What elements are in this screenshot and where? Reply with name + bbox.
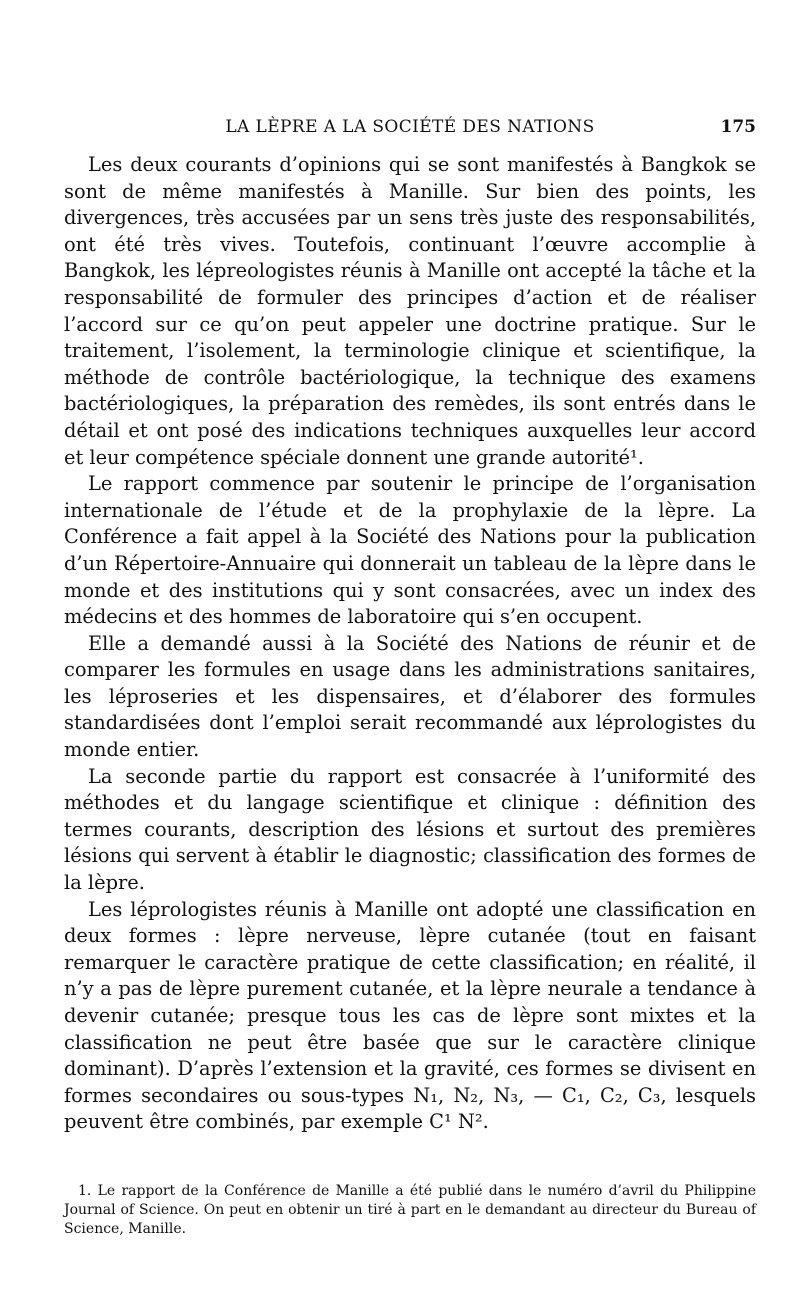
footnote-text: 1. Le rapport de la Conférence de Manille a été publié dans le numéro d’avril du Philippine Journal of Science. On peut en obtenir un tiré à part en le demandant au directeur du Bureau of Science, Manille. [64,1183,756,1237]
paragraph-5: Les léprologistes réunis à Manille ont adopté une classification en deux formes : lèpre nerveuse, lèpre cutanée (tout en faisant remarquer le caractère pratique de cette classification; en réalité, il n’y a pas de lèpre purement cutanée, et la lèpre neurale a tendance à devenir cutanée; presque tous les cas de lèpre sont mixtes et la classification ne peut être basée que sur le caractère clinique dominant). D’après l’extension et la gravité, ces formes se divisent en formes secondaires ou sous-types N₁, N₂, N₃, — C₁, C₂, C₃, lesquels peuvent être combinés, par exemple C¹ N². [64,897,756,1134]
paragraph-3: Elle a demandé aussi à la Société des Nations de réunir et de comparer les formules en usage dans les administrations sanitaires, les léproseries et les dispensaires, et d’élaborer des formules standardisées dont l’emploi serait recommandé aux léprologistes du monde entier. [64,631,756,762]
paragraph-4: La seconde partie du rapport est consacrée à l’uniformité des méthodes et du langage scientifique et clinique : définition des termes courants, description des lésions et surtout des premières lésions qui servent à établir le diagnostic; classification des formes de la lèpre. [64,764,756,895]
page-number: 175 [720,117,756,137]
footnote [64,1182,756,1239]
page-header [64,117,756,141]
paragraph-1: Les deux courants d’opinions qui se sont manifestés à Bangkok se sont de même manifestés à Manille. Sur bien des points, les divergences, très accusées par un sens très juste des responsabilités, ont été très vives. Toutefois, continuant l’œuvre accomplie à Bangkok, les lépreologistes réunis à Manille ont accepté la tâche et la responsabilité de formuler des principes d’action et de réaliser l’accord sur ce qu’on peut appeler une doctrine pratique. Sur le traitement, l’isolement, la terminologie clinique et scientifique, la méthode de contrôle bactériologique, la technique des examens bactériologiques, la préparation des remèdes, ils sont entrés dans le détail et ont posé des indications techniques auxquelles leur accord et leur compétence spéciale donnent une grande autorité¹. [64,153,756,469]
paragraph-2: Le rapport commence par soutenir le principe de l’organisation internationale de l’étude et de la prophylaxie de la lèpre. La Conférence a fait appel à la Société des Nations pour la publication d’un Répertoire-Annuaire qui donnerait un tableau de la lèpre dans le monde et des institutions qui y sont consacrées, avec un index des médecins et des hommes de laboratoire qui s’en occupent. [64,472,756,629]
body-text [64,152,756,1136]
running-title: LA LÈPRE A LA SOCIÉTÉ DES NATIONS [225,117,595,137]
